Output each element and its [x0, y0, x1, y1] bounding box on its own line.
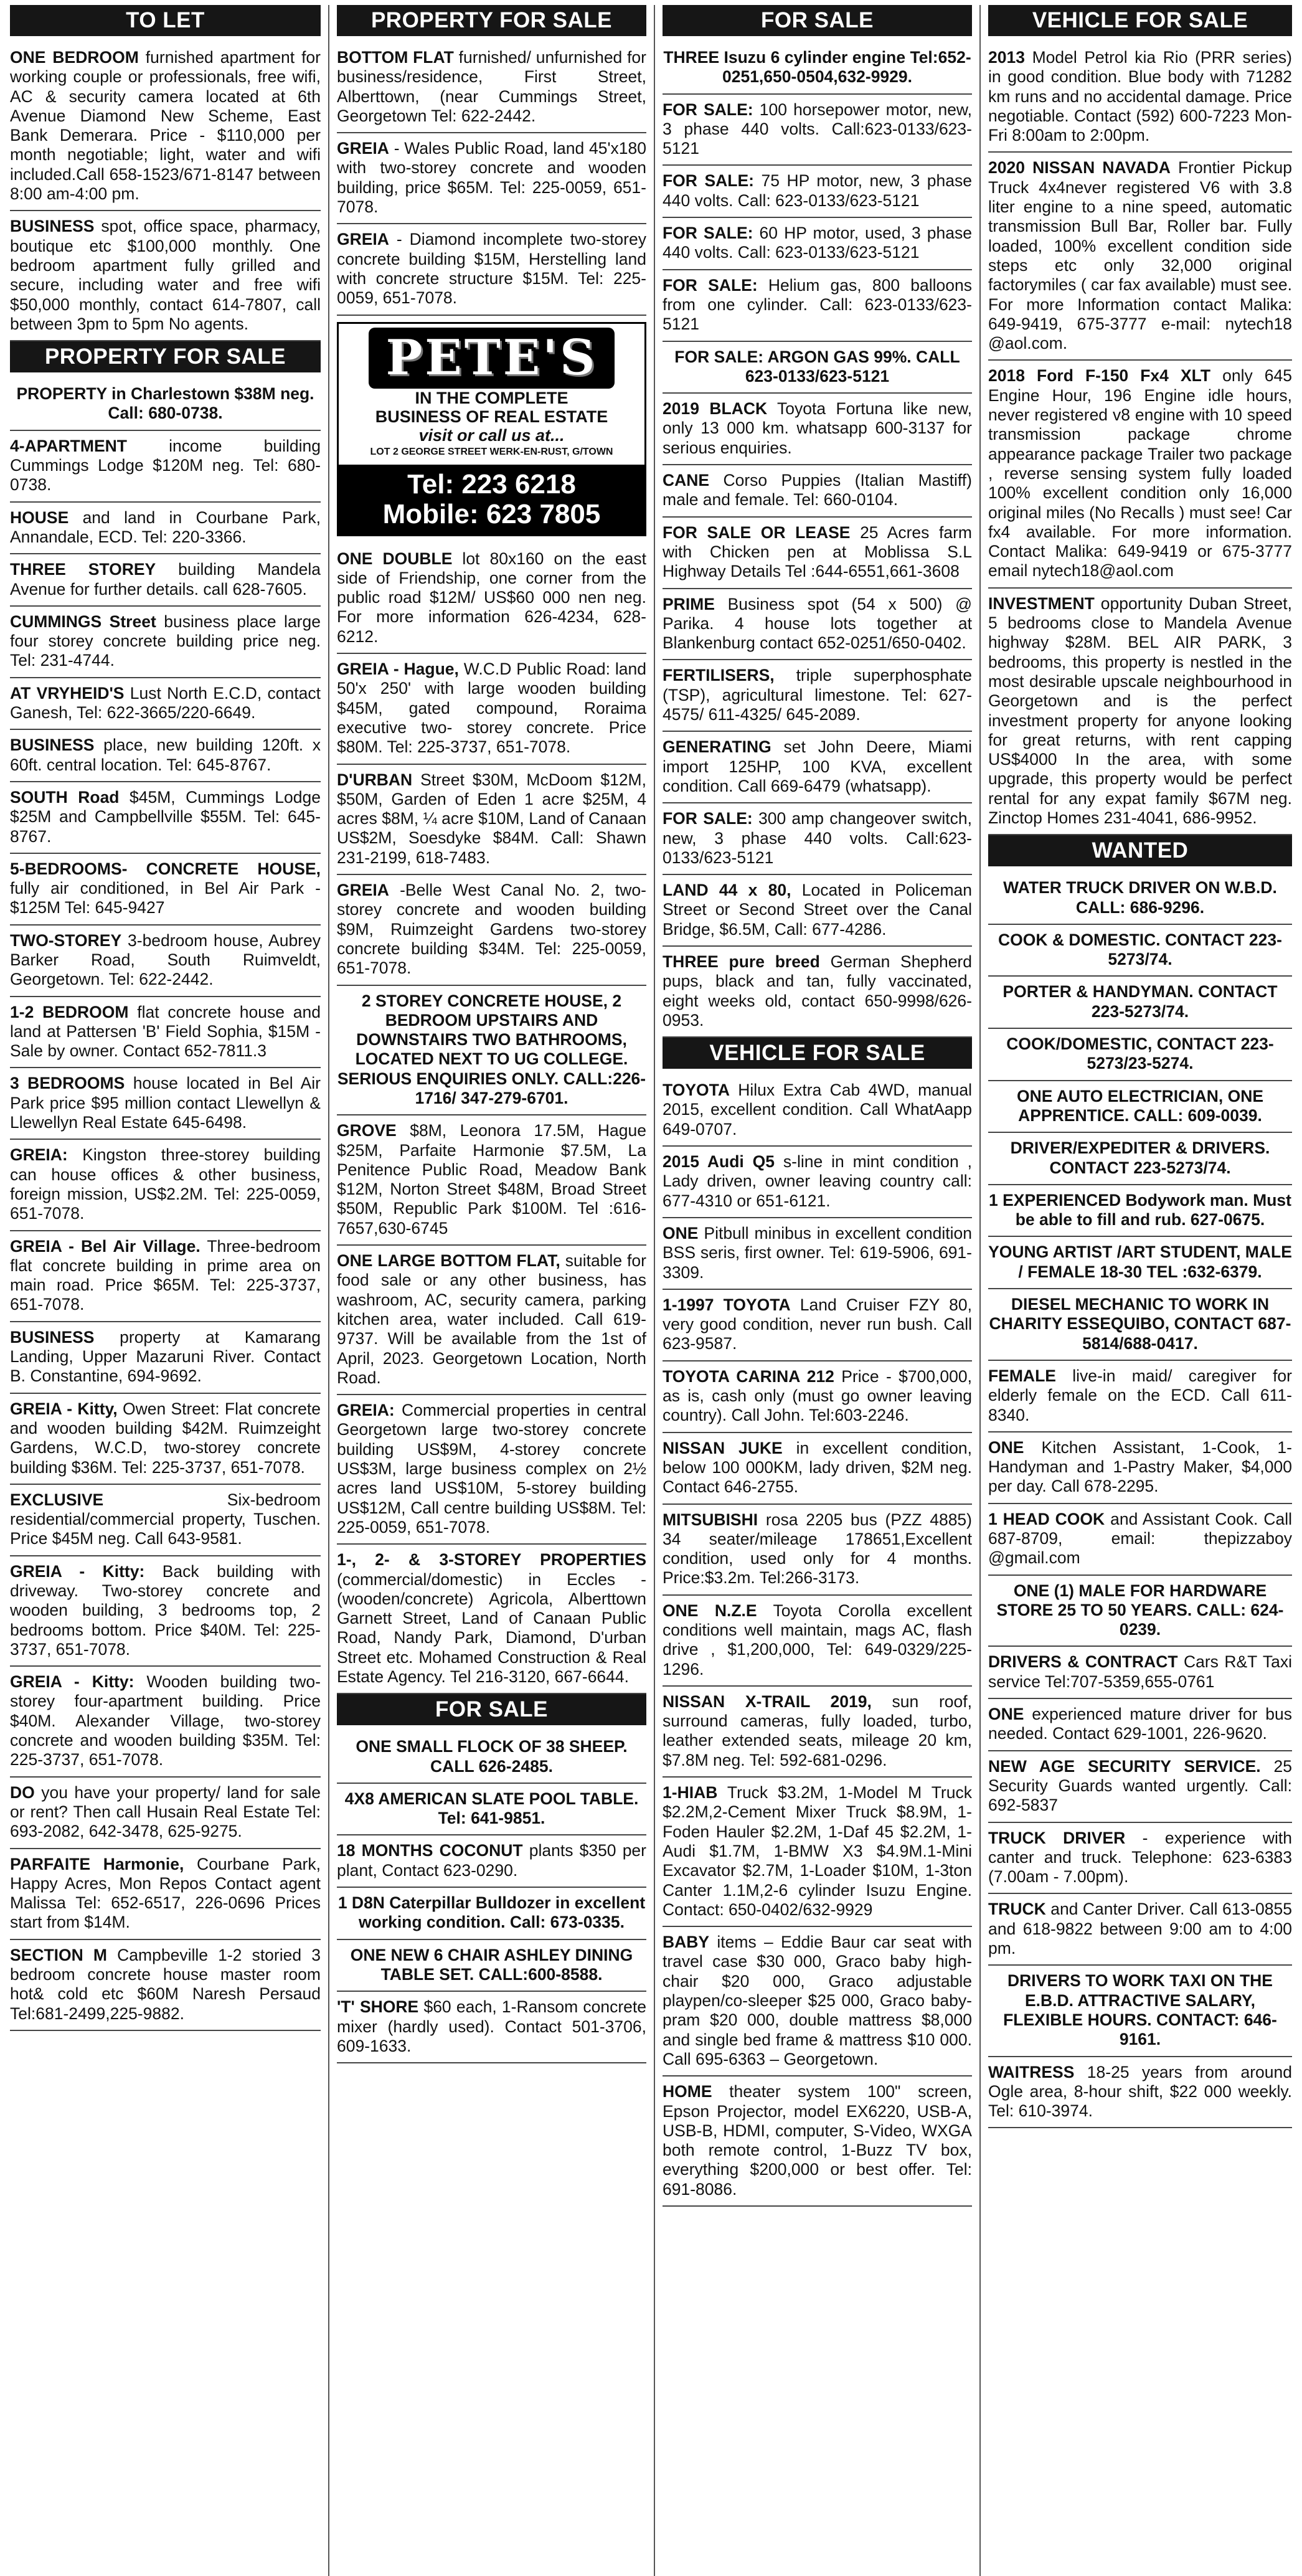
ad-text: Toyota Corolla excellent conditions well maintain, mags AC, flash drive , $1,200,000, Tel: 649-0329/225-1296. — [663, 1601, 972, 1679]
ad-text: income building Cummings Lodge $120M neg. Tel: 680-0738. — [10, 436, 321, 495]
classified-ad — [10, 431, 321, 503]
column-2 — [328, 5, 654, 2576]
ad-lead: DRIVERS & CONTRACT — [988, 1652, 1178, 1672]
ad-lead: INVESTMENT — [988, 594, 1095, 613]
ad-lead: NISSAN JUKE — [663, 1438, 783, 1457]
classified-ad — [988, 2057, 1292, 2129]
classified-ad — [988, 1237, 1292, 1289]
ad-lead: 3 BEDROOMS — [10, 1074, 125, 1093]
ad-text: opportunity Duban Street, 5 bedrooms close to Mandela Avenue highway $28M. BEL AIR PARK, 3 bedrooms, this property is nestled in the most desirable upscale neighbourhood in Georgetown and is the perfect investment property for anyone looking for great returns, with rent capping US$4000 In the area, with some upgrade, this property would be perfect rental for any expat family $67M neg. Zinctop Homes 231-4041, 686-9952. — [988, 594, 1292, 827]
classified-ad — [988, 42, 1292, 153]
classified-ad — [663, 803, 972, 875]
classified-ad — [337, 1835, 646, 1888]
ad-text: Truck $3.2M, 1-Model M Truck $2.2M,2-Cement Mixer Truck $8.9M, 1-Foden Hauler $2.2M, 1-Daf 45 $2.2M, 1-Audi $1.7M, 1-BMW X3 $4.9M.1-Mini Excavator $2.7M, 1-Loader $10M, 1-3ton Canter 1.1M,2-6 cylinder Isuzu Engine. Contact: 650-0402/632-9929 — [663, 1783, 972, 1919]
ad-lead: FOR SALE: ARGON GAS 99%. CALL 623-0133/623-5121 — [674, 347, 960, 386]
ad-lead: 1 D8N Caterpillar Bulldozer in excellent working condition. Call: 673-0335. — [337, 1893, 646, 1932]
ad-lead: ONE N.Z.E — [663, 1601, 757, 1620]
logo-tel-number: Tel: 223 6218 — [407, 468, 576, 500]
ad-lead: TRUCK DRIVER — [988, 1828, 1126, 1847]
ad-lead: MITSUBISHI — [663, 1510, 758, 1529]
ad-text: flat concrete house and land at Pattersen 'B' Field Sophia, $15M - Sale by owner. Contact 652-7811.3 — [10, 1002, 321, 1061]
ad-lead: ONE — [663, 1223, 699, 1243]
classified-ad — [663, 1075, 972, 1147]
ad-text: $60 each, 1-Ransom concrete mixer (hardly used). Contact 501-3706, 609-1633. — [337, 1997, 646, 2055]
ad-text: 100 horsepower motor, new, 3 phase 440 volts. Call:623-0133/623-5121 — [663, 100, 972, 158]
classified-ad — [337, 875, 646, 985]
ad-text: rosa 2205 bus (PZZ 4885) 34 seater/mileage 178651,Excellent condition, used only for 4 months. Price:$3.2m. Tel:266-3173. — [663, 1510, 972, 1588]
classified-ad — [663, 1361, 972, 1433]
ad-text: $45M, Cummings Lodge $25M and Campbellville $55M. Tel: 645-8767. — [10, 787, 321, 846]
ad-lead: GREIA — [337, 139, 389, 158]
ad-lead: 1 HEAD COOK — [988, 1509, 1105, 1528]
ad-text: plants $350 per plant, Contact 623-0290. — [337, 1841, 646, 1880]
column-4 — [979, 5, 1300, 2576]
classified-ad — [337, 544, 646, 654]
classified-ad — [337, 1992, 646, 2063]
ad-text: set John Deere, Miami import 125HP, 100 KVA, excellent condition. Call 669-6479 (whatsapp). — [663, 737, 972, 795]
classified-ad — [988, 1029, 1292, 1081]
ad-lead: D'URBAN — [337, 770, 413, 789]
ad-lead: ONE BEDROOM — [10, 48, 139, 67]
classified-ad — [988, 1504, 1292, 1576]
ad-text: Six-bedroom residential/commercial property, Tuschen. Price $45M neg. Call 643-9581. — [10, 1490, 321, 1548]
ad-lead: EXCLUSIVE — [10, 1490, 104, 1509]
classified-ad — [988, 1432, 1292, 1504]
ad-lead: NEW AGE SECURITY SERVICE. — [988, 1756, 1261, 1776]
classified-ad — [663, 1596, 972, 1687]
ad-lead: WATER TRUCK DRIVER ON W.B.D. CALL: 686-9296. — [1003, 878, 1277, 917]
ad-text: - Wales Public Road, land 45'x180 with two-storey concrete and wooden building, price $65M. Tel: 225-0059, 651-7078. — [337, 139, 646, 217]
ad-text: (commercial/domestic) in Eccles - (wooden/concrete) Agricola, Alberttown Garnett Street, Land of Canaan Public Road, Nandy Park, Diamond, D'urban Street etc. Mohamed Construction & Real Estate Agency. Tel 216-3120, 667-6644. — [337, 1570, 646, 1686]
classified-ad — [10, 730, 321, 782]
ad-lead: PROPERTY in Charlestown $38M neg. Call: 680-0738. — [16, 384, 314, 423]
ad-text: Lust North E.C.D, contact Ganesh, Tel: 622-3665/220-6649. — [10, 683, 321, 722]
classified-ad — [663, 394, 972, 465]
ad-lead: 2018 Ford F-150 Fx4 XLT — [988, 366, 1211, 386]
ad-lead: 1-2 BEDROOM — [10, 1002, 129, 1021]
petes-logo: PETE'S — [369, 328, 615, 389]
classified-ad — [663, 166, 972, 218]
ad-text: furnished apartment for working couple or professionals, free wifi, AC & security camera located at 6th Avenue Diamond New Scheme, East Bank Demerara. Price - $110,000 per month negotiable; light, water and wifi included.Call 658-1523/671-8147 between 8:00 am-4:00 pm. — [10, 48, 321, 204]
section-header: TO LET — [10, 5, 321, 36]
ad-text: Cars R&T Taxi service Tel:707-5359,655-0761 — [988, 1652, 1292, 1691]
classified-ad — [988, 1576, 1292, 1647]
ad-lead: FOR SALE: — [663, 275, 758, 295]
classified-ad — [663, 1433, 972, 1505]
ad-text: Commercial properties in central Georgetown large two-storey concrete building US$9M, 4-storey concrete US$3M, large business complex on 2½ acres land US$10M, 5-storey building US$12M, Call centre building US$8M. Tel: 225-0059, 651-7078. — [337, 1401, 646, 1537]
logo-tagline: IN THE COMPLETE — [415, 388, 568, 407]
classified-ad — [663, 1927, 972, 2076]
ad-text: house located in Bel Air Park price $95 million contact Llewellyn & Llewellyn Real Estate 645-6498. — [10, 1074, 321, 1132]
classified-ad — [337, 42, 646, 133]
ad-lead: GREIA - Kitty, — [10, 1399, 118, 1418]
ad-lead: FERTILISERS, — [663, 666, 775, 685]
classified-ad — [337, 1784, 646, 1836]
ad-lead: 2013 — [988, 48, 1025, 67]
ad-lead: TRUCK — [988, 1900, 1046, 1919]
ad-lead: 18 MONTHS COCONUT — [337, 1841, 523, 1860]
section-header: PROPERTY FOR SALE — [337, 5, 646, 36]
classified-ad — [988, 1894, 1292, 1966]
ad-text: business place large four storey concrete building price neg. Tel: 231-4744. — [10, 612, 321, 670]
ad-lead: DO — [10, 1783, 35, 1802]
classified-ad — [663, 518, 972, 589]
section-header: WANTED — [988, 835, 1292, 866]
classified-ad — [10, 1778, 321, 1849]
ad-lead: BUSINESS — [10, 1327, 95, 1347]
ad-text: and Assistant Cook. Call 687-8709, email: thepizzaboy @gmail.com — [988, 1509, 1292, 1568]
ad-text: furnished/ unfurnished for business/residence, First Street, Alberttown, (near Cummings Street, Georgetown Tel: 622-2442. — [337, 48, 646, 125]
ad-text: 75 HP motor, new, 3 phase 440 volts. Call: 623-0133/623-5121 — [663, 171, 972, 210]
ad-lead: GREIA - Kitty: — [10, 1672, 134, 1692]
classified-ad — [10, 42, 321, 211]
ad-text: and Canter Driver. Call 613-0855 and 618-9822 between 9:00 am to 4:00 pm. — [988, 1900, 1292, 1958]
classified-ad — [663, 1687, 972, 1778]
ad-lead: GREIA — [337, 881, 389, 900]
classified-ad — [988, 361, 1292, 588]
classified-ad — [663, 2076, 972, 2207]
ad-text: Business spot (54 x 500) @ Parika. 4 house lots together at Blankenburg contact 652-0251/650-0402. — [663, 594, 972, 653]
classified-ad — [663, 1218, 972, 1290]
ad-text: 300 amp changeover switch, new, 3 phase 440 volts. Call:623-0133/623-5121 — [663, 809, 972, 867]
classified-ad — [10, 1068, 321, 1140]
ad-text: experienced mature driver for bus needed. Contact 629-1001, 226-9620. — [988, 1705, 1292, 1743]
ad-text: 60 HP motor, used, 3 phase 440 volts. Call: 623-0133/623-5121 — [663, 224, 973, 262]
ad-lead: GREIA — [337, 230, 389, 249]
classified-ad — [988, 1133, 1292, 1185]
classified-ad — [988, 1185, 1292, 1238]
classified-ad — [10, 1667, 321, 1777]
ad-text: Wooden building two-storey four-apartment building. Price $40M. Alexander Village, two-storey concrete and wooden building $35M. Tel: 225-3737, 651-7078. — [10, 1672, 321, 1769]
ad-text: fully air conditioned, in Bel Air Park - $125M Tel: 645-9427 — [10, 879, 321, 917]
classified-ad — [988, 153, 1292, 361]
classified-ad — [10, 607, 321, 678]
classified-ad — [663, 732, 972, 803]
ad-lead: THREE STOREY — [10, 560, 156, 579]
ad-text: Pitbull minibus in excellent condition BSS seris, first owner. Tel: 619-5906, 691-3309. — [663, 1223, 972, 1282]
ad-lead: AT VRYHEID'S — [10, 683, 125, 703]
ad-lead: 1-HIAB — [663, 1783, 718, 1802]
classified-ad — [337, 133, 646, 224]
ad-lead: HOUSE — [10, 508, 69, 527]
classified-ad — [988, 925, 1292, 977]
classified-ad — [337, 1888, 646, 1940]
classified-ad — [988, 1289, 1292, 1361]
ad-lead: TOYOTA — [663, 1081, 730, 1100]
classified-ad — [10, 554, 321, 607]
classified-ad — [663, 660, 972, 732]
ad-lead: 4X8 AMERICAN SLATE POOL TABLE. Tel: 641-9851. — [344, 1789, 639, 1828]
ad-lead: 5-BEDROOMS- CONCRETE HOUSE, — [10, 859, 321, 878]
ad-lead: GREIA - Hague, — [337, 660, 459, 679]
ad-text: 18-25 years from around Ogle area, 8-hour shift, $22 000 weekly. Tel: 610-3974. — [988, 2062, 1292, 2121]
ad-lead: ONE LARGE BOTTOM FLAT, — [337, 1251, 560, 1271]
ad-lead: 1-1997 TOYOTA — [663, 1295, 791, 1314]
section-header: VEHICLE FOR SALE — [663, 1038, 972, 1069]
ad-lead: PARFAITE Harmonie, — [10, 1854, 184, 1873]
classified-ad — [988, 589, 1292, 836]
ad-lead: BUSINESS — [10, 736, 95, 755]
ad-text: only 645 Engine Hour, 196 Engine idle hours, never registered v8 engine with 10 speed transmission package chrome appearance package Trailer two package , reverse sensing system fully loaded 100% excellent condition only 16,000 original miles (No Recalls ) must see! Car fx4 available. For more information. Contact Malika: 649-9419 or 675-3777 email nytech18@aol.com — [988, 366, 1292, 580]
ad-lead: ONE (1) MALE FOR HARDWARE STORE 25 TO 50 YEARS. CALL: 624-0239. — [996, 1581, 1284, 1639]
ad-lead: GROVE — [337, 1121, 397, 1140]
classified-ad — [337, 1115, 646, 1246]
logo-address: LOT 2 GEORGE STREET WERK-EN-RUST, G/TOWN — [370, 446, 613, 457]
classified-ad — [663, 95, 972, 166]
ad-lead: ONE SMALL FLOCK OF 38 SHEEP. CALL 626-2485. — [356, 1737, 628, 1776]
ad-text: -Belle West Canal No. 2, two-storey concrete and wooden building $9M, Ruimzeight Gardens two-storey concrete building $34M. Tel: 225-0059, 651-7078. — [337, 881, 646, 978]
classified-ad — [988, 1751, 1292, 1823]
classified-ad — [663, 1147, 972, 1218]
ad-lead: ONE DOUBLE — [337, 549, 453, 568]
classified-ad — [663, 270, 972, 342]
ad-text: 25 Security Guards wanted urgently. Call: 692-5837 — [988, 1756, 1292, 1815]
ad-lead: DRIVER/EXPEDITER & DRIVERS. CONTACT 223-5273/74. — [1010, 1139, 1270, 1177]
classified-ad — [10, 1394, 321, 1485]
petes-real-estate-ad — [337, 322, 646, 536]
ad-lead: GREIA - Bel Air Village. — [10, 1236, 200, 1256]
ad-lead: TWO-STOREY — [10, 930, 122, 950]
classified-ad — [10, 1485, 321, 1556]
classified-ad — [663, 1505, 972, 1596]
section-header: VEHICLE FOR SALE — [988, 5, 1292, 36]
classified-ad — [10, 678, 321, 731]
ad-text: Helium gas, 800 balloons from one cylinder. Call: 623-0133/623-5121 — [663, 275, 972, 334]
ad-lead: COOK & DOMESTIC. CONTACT 223-5273/74. — [998, 930, 1282, 969]
ad-lead: 2 STOREY CONCRETE HOUSE, 2 BEDROOM UPSTAIRS AND DOWNSTAIRS TWO BATHROOMS, LOCATED NEXT TO UG COLLEGE. SERIOUS ENQUIRIES ONLY. CALL:226-1716/ 347-279-6701. — [337, 991, 646, 1107]
classified-ad — [988, 1647, 1292, 1699]
ad-lead: ONE — [988, 1705, 1024, 1724]
ad-text: German Shepherd pups, black and tan, fully vaccinated, eight weeks old, contact 650-9998/626-0953. — [663, 952, 972, 1030]
classified-ad — [10, 211, 321, 341]
ad-lead: COOK/DOMESTIC, CONTACT 223-5273/23-5274. — [1006, 1035, 1274, 1073]
ad-lead: HOME — [663, 2082, 712, 2101]
ad-text: spot, office space, pharmacy, boutique etc $100,000 monthly. One bedroom apartment fully grilled and secure, including water and free wifi $50,000 monthly, contact 614-7807, call between 3pm to 5pm No agents. — [10, 217, 321, 333]
ad-lead: WAITRESS — [988, 2062, 1075, 2081]
classified-ad — [663, 465, 972, 518]
classified-ad — [337, 986, 646, 1116]
ad-lead: ONE NEW 6 CHAIR ASHLEY DINING TABLE SET. CALL:600-8588. — [350, 1945, 633, 1984]
ad-text: you have your property/ land for sale or rent? Then call Husain Real Estate Tel: 693-2082, 642-3478, 625-9275. — [10, 1783, 321, 1841]
ad-text: items – Eddie Baur car seat with travel case $30 000, Graco baby high-chair $20 000, Graco adjustable playpen/co-sleeper $25 000, Graco baby-pram $20 000, double mattress $8,000 and single bed frame & mattress $10 000. Call 695-6363 – Georgetown. — [663, 1933, 972, 2068]
classified-ad — [988, 1081, 1292, 1134]
logo-tagline: BUSINESS OF REAL ESTATE — [375, 407, 608, 426]
ad-text: Kitchen Assistant, 1-Cook, 1-Handyman and 1-Pastry Maker, $4,000 per day. Call 678-2295. — [988, 1437, 1292, 1496]
ad-lead: 'T' SHORE — [337, 1997, 419, 2017]
ad-lead: FOR SALE: — [663, 100, 753, 119]
ad-text: triple superphosphate (TSP), agricultural limestone. Tel: 627-4575/ 611-4325/ 645-2089. — [663, 666, 972, 724]
classified-ad — [337, 654, 646, 764]
column-3 — [654, 5, 979, 2576]
classified-ad — [663, 1290, 972, 1361]
classified-ad — [337, 1246, 646, 1395]
classified-ad — [337, 1731, 646, 1784]
ad-lead: FOR SALE: — [663, 224, 753, 243]
ad-lead: THREE Isuzu 6 cylinder engine Tel:652-0251,650-0504,632-9929. — [663, 48, 971, 87]
ad-text: Hilux Extra Cab 4WD, manual 2015, excellent condition. Call WhatAapp 649-0707. — [663, 1081, 972, 1139]
logo-phones — [339, 465, 644, 534]
classified-ad — [10, 1231, 321, 1322]
ad-lead: 2019 BLACK — [663, 399, 768, 419]
ad-lead: ONE — [988, 1437, 1024, 1457]
ad-lead: 1-, 2- & 3-STOREY PROPERTIES — [337, 1550, 646, 1570]
ad-lead: GENERATING — [663, 737, 771, 757]
ad-text: - Diamond incomplete two-storey concrete building $15M, Herstelling land with concrete structure $15M. Tel: 225-0059, 651-7078. — [337, 230, 646, 308]
ad-text: Back building with driveway. Two-storey concrete and wooden building, 3 bedrooms top, 2 bedrooms bottom. Price $40M. Tel: 225-3737, 651-7078. — [10, 1561, 321, 1659]
classified-ad — [988, 1361, 1292, 1432]
classified-ad — [663, 947, 972, 1038]
ad-text: W.C.D Public Road: land 50'x 250' with large wooden building $45M, gated compound, Roraima executive two- storey concrete. Price $80M. Tel: 225-3737, 651-7078. — [337, 660, 647, 757]
ad-lead: 1 EXPERIENCED Bodywork man. Must be able to fill and rub. 627-0675. — [989, 1190, 1291, 1229]
ad-text: Price - $700,000, as is, cash only (must go owner leaving country). Call John. Tel:603-2246. — [663, 1366, 972, 1425]
ad-text: live-in maid/ caregiver for elderly female on the ECD. Call 611-8340. — [988, 1366, 1292, 1424]
ad-text: 25 Acres farm with Chicken pen at Moblissa S.L Highway Details Tel :644-6551,661-3608 — [663, 523, 972, 581]
classified-ad — [337, 1395, 646, 1545]
classified-ad — [988, 1966, 1292, 2057]
classified-ad — [663, 218, 972, 270]
classified-ad — [337, 224, 646, 315]
classified-ad — [337, 765, 646, 875]
ad-lead: TOYOTA CARINA 212 — [663, 1366, 834, 1386]
ad-lead: FOR SALE: — [663, 171, 754, 191]
classified-ad — [663, 342, 972, 394]
ad-text: Three-bedroom flat concrete building in prime area on main road. Price $65M. Tel: 225-3737, 651-7078. — [10, 1236, 321, 1314]
ad-lead: SECTION M — [10, 1945, 108, 1964]
ad-text: Frontier Pickup Truck 4x4never registered V6 with 3.8 liter engine to a nine speed, automatic transmission Bull Bar, Roller bar. Fully loaded, 100% excellent condition side steps etc only 32,000 original factorymiles ( car fax available) must see. For more Information contact Malika: 649-9419, 675-3777 e-mail: nytech18 @aol.com. — [988, 158, 1292, 353]
classified-ad — [337, 1940, 646, 1992]
ad-text: Owen Street: Flat concrete and wooden building $42M. Ruimzeight Gardens, W.C.D, two-storey concrete building $36M. Tel: 225-3737, 651-7078. — [10, 1399, 321, 1477]
classified-ad — [988, 1823, 1292, 1895]
ad-text: Model Petrol kia Rio (PRR series) in good condition. Blue body with 71282 km runs and no accidental damage. Price negotiable. Contact (592) 600-7223 Mon-Fri 8:00am to 2:00pm. — [988, 48, 1292, 145]
ad-lead: LAND 44 x 80, — [663, 881, 791, 900]
ad-lead: CUMMINGS Street — [10, 612, 156, 631]
classified-ad — [337, 1545, 646, 1694]
ad-lead: 2015 Audi Q5 — [663, 1152, 775, 1172]
classified-ad — [10, 1322, 321, 1394]
classified-ad — [10, 1849, 321, 1940]
classified-ad — [663, 589, 972, 661]
section-header: PROPERTY FOR SALE — [10, 341, 321, 372]
classified-ad — [10, 926, 321, 997]
ad-text: s-line in mint condition , Lady driven, owner leaving country call: 677-4310 or 651-6121. — [663, 1152, 972, 1210]
section-header: FOR SALE — [337, 1694, 646, 1725]
ad-text: Land Cruiser FZY 80, very good condition, never run bush. Call 623-9587. — [663, 1295, 972, 1353]
ad-text: lot 80x160 on the east side of Friendship, one corner from the public road $12M/ US$60 000 nen neg. For more information 626-4234, 628-6212. — [337, 549, 646, 646]
ad-text: place, new building 120ft. x 60ft. central location. Tel: 645-8767. — [10, 736, 321, 774]
classified-ad — [10, 1556, 321, 1667]
ad-lead: SOUTH Road — [10, 787, 120, 807]
classified-ad — [10, 782, 321, 854]
ad-lead: CANE — [663, 471, 710, 490]
logo-visit: visit or call us at... — [418, 425, 565, 445]
ad-lead: GREIA: — [337, 1401, 395, 1420]
classified-ad — [10, 503, 321, 555]
ad-text: Street $30M, McDoom $12M, $50M, Garden of Eden 1 acre $25M, 4 acres $8M, ¼ acre $10M, Land of Canaan US$2M, Soesdyke $84M. Call: Shawn 231-2199, 618-7483. — [337, 770, 646, 867]
ad-lead: PORTER & HANDYMAN. CONTACT 223-5273/74. — [1002, 982, 1278, 1021]
ad-lead: FOR SALE: — [663, 809, 753, 828]
ad-text: Corso Puppies (Italian Mastiff) male and female. Tel: 660-0104. — [663, 471, 972, 509]
ad-lead: PRIME — [663, 594, 715, 613]
ad-text: in excellent condition, below 100 000KM, lady driven, $2M neg. Contact 646-2755. — [663, 1438, 972, 1497]
ad-lead: NISSAN X-TRAIL 2019, — [663, 1692, 872, 1711]
column-1 — [2, 5, 328, 2576]
section-header: FOR SALE — [663, 5, 972, 36]
classified-ad — [988, 873, 1292, 925]
ad-text: Kingston three-storey building can house offices & other business, foreign mission, US$2.2M. Tel: 225-0059, 651-7078. — [10, 1145, 321, 1223]
classified-ad — [663, 1778, 972, 1927]
ad-lead: ONE AUTO ELECTRICIAN, ONE APPRENTICE. CALL: 609-0039. — [1016, 1086, 1264, 1125]
ad-lead: BABY — [663, 1933, 710, 1952]
ad-lead: YOUNG ARTIST /ART STUDENT, MALE / FEMALE 18-30 TEL :632-6379. — [988, 1243, 1292, 1281]
ad-text: Toyota Fortuna like new, only 13 000 km. whatsapp 600-3137 for serious enquiries. — [663, 399, 972, 457]
ad-text: Courbane Park, Happy Acres, Mon Repos Contact agent Malissa Tel: 652-6517, 226-0696 Prices start from $14M. — [10, 1854, 321, 1932]
ad-text: building Mandela Avenue for further details. call 628-7605. — [10, 560, 321, 599]
ad-lead: DIESEL MECHANIC TO WORK IN CHARITY ESSEQUIBO, CONTACT 687-5814/688-0417. — [989, 1295, 1291, 1353]
ad-text: and land in Courbane Park, Annandale, ECD. Tel: 220-3366. — [10, 508, 321, 546]
ad-text: Campbeville 1-2 storied 3 bedroom concrete house master room hot& cold etc $60M Naresh Persaud Tel:681-2499,225-9882. — [10, 1945, 321, 2023]
logo-mobile-number: Mobile: 623 7805 — [382, 498, 601, 529]
ad-lead: FOR SALE OR LEASE — [663, 523, 851, 542]
classified-ad — [988, 1699, 1292, 1751]
ad-text: theater system 100" screen, Epson Projector, model EX6220, USB-A, USB-B, HDMI, computer, S-Video, WXGA both remote control, 1-Buzz TV box, everything $200,000 or best offer. Tel: 691-8086. — [663, 2082, 972, 2199]
classified-ad — [10, 854, 321, 926]
classified-ad — [10, 1940, 321, 2031]
ad-text: 3-bedroom house, Aubrey Barker Road, South Ruimveldt, Georgetown. Tel: 622-2442. — [10, 930, 321, 989]
ad-lead: FEMALE — [988, 1366, 1056, 1385]
classified-ad — [663, 42, 972, 95]
ad-text: sun roof, surround cameras, fully loaded, turbo, leather extended seats, mileage 20 km, $7.8M neg. Tel: 592-681-0296. — [663, 1692, 972, 1769]
ad-text: suitable for food sale or any other business, has washroom, AC, security camera, parking kitchen area, water included. Call 619-9737. Will be available from the 1st of April, 2023. Georgetown Location, North Road. — [337, 1251, 646, 1387]
ad-lead: 4-APARTMENT — [10, 436, 127, 455]
ad-lead: GREIA - Kitty: — [10, 1561, 145, 1581]
classified-ad — [10, 379, 321, 431]
ad-text: Located in Policeman Street or Second Street over the Canal Bridge, $6.5M, Call: 677-4286. — [663, 881, 972, 939]
classified-ad — [10, 997, 321, 1069]
ad-text: - experience with canter and truck. Telephone: 623-6383 (7.00am - 7.00pm). — [988, 1828, 1292, 1887]
ad-lead: DRIVERS TO WORK TAXI ON THE E.B.D. ATTRACTIVE SALARY, FLEXIBLE HOURS. CONTACT: 646-9161. — [1003, 1971, 1277, 2049]
ad-lead: THREE pure breed — [663, 952, 820, 971]
ad-lead: GREIA: — [10, 1145, 68, 1165]
classified-ad — [663, 875, 972, 947]
ad-text: $8M, Leonora 17.5M, Hague $25M, Parfaite Harmonie $7.5M, La Penitence Public Road, Meadow Bank $12M, Norton Street $48M, Broad Street $50M, Republic Park $100M. Tel :616-7657,630-6745 — [337, 1121, 646, 1238]
ad-text: property at Kamarang Landing, Upper Mazaruni River. Contact B. Constantine, 694-9692. — [10, 1327, 321, 1386]
classified-ad — [10, 1140, 321, 1231]
ad-lead: BOTTOM FLAT — [337, 48, 454, 67]
ad-lead: 2020 NISSAN NAVADA — [988, 158, 1171, 178]
classified-ad — [988, 977, 1292, 1029]
ad-lead: BUSINESS — [10, 217, 95, 236]
